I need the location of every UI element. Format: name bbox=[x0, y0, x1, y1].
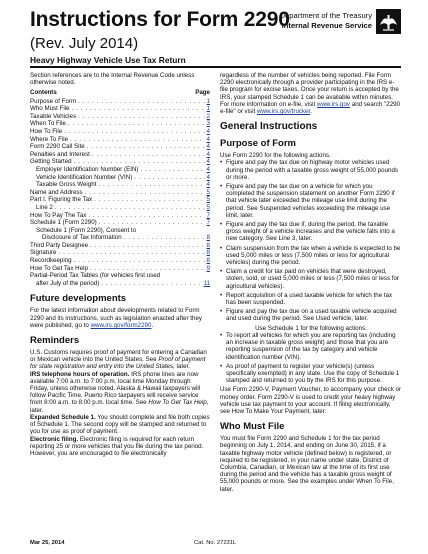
leader-dots bbox=[134, 174, 204, 181]
toc-entry-label: Partial-Period Tax Tables (for vehicles first used bbox=[30, 272, 161, 280]
bullet-text: Figure and pay the tax due on highway motor vehicles used during the period with a taxable gross weight of 55,000 pounds or more. bbox=[226, 159, 398, 181]
bullet-item bbox=[220, 245, 402, 267]
toc-entry-consent[interactable] bbox=[30, 227, 210, 242]
leader-dots bbox=[64, 128, 204, 135]
efile-continued-text: regardless of the number of vehicles being reported. File Form 2290 electronically through a provider participating in the IRS e-file program for excise taxes. Once your return is accepted by the IRS, your stamped Schedule 1 can be available within minutes. For more information on e-file, visit www.irs.gov and search "2290 e-file" or visit www.irs.gov/trucker. bbox=[220, 72, 401, 116]
toc-entry[interactable] bbox=[30, 204, 210, 212]
footer-date: Mar 25, 2014 bbox=[30, 540, 65, 546]
bullet-text: Claim suspension from the tax when a vehicle is expected to be used 5,000 miles or less (7,500 miles or less for agricultural vehicles) during the period. bbox=[226, 244, 401, 267]
toc-page-link[interactable]: 5 bbox=[206, 188, 210, 196]
toc-entry-label: How To File bbox=[30, 127, 63, 135]
leader-dots bbox=[98, 181, 204, 188]
toc-page-link[interactable]: 3 bbox=[206, 120, 210, 128]
bullet-text: Report acquisition of a used taxable vehicle for which the tax has been suspended. bbox=[226, 291, 393, 307]
toc-entry-label: Who Must File bbox=[30, 105, 70, 113]
toc-page-link[interactable]: 7 bbox=[206, 219, 210, 227]
toc-entry-label: Getting Started bbox=[30, 158, 72, 166]
toc-page-link[interactable]: 9 bbox=[206, 264, 210, 272]
agency-block bbox=[280, 11, 372, 30]
who-must-file-heading: Who Must File bbox=[220, 421, 285, 433]
toc-page-link[interactable]: 4 bbox=[206, 150, 210, 158]
toc-entry[interactable] bbox=[30, 265, 210, 273]
toc-entry[interactable] bbox=[30, 249, 210, 257]
toc-entry[interactable] bbox=[30, 158, 210, 166]
bullet-text: Figure and pay the tax due if, during the period, the taxable gross weight of a vehicle increases and the vehicle falls into a new category. See Line 3, later. bbox=[226, 221, 395, 243]
toc-entry[interactable] bbox=[30, 105, 210, 113]
form-subtitle: Heavy Highway Vehicle Use Tax Return bbox=[30, 55, 186, 65]
who-must-file-text: You must file Form 2290 and Schedule 1 for the tax period beginning on July 1, 2014, and ending on June 30, 2015, if a taxable highway motor vehicle (defined below) is registered, or required to be registered, in your name under state, District of Columbia, Canadian, or Mexican law at the time of its first use during the period and the vehicle has a taxable gross weight of 55,000 pounds or more. See the examples under When To File, later. bbox=[220, 435, 394, 493]
leader-dots bbox=[99, 219, 205, 226]
bullet-icon: • bbox=[220, 244, 223, 252]
reminders-heading: Reminders bbox=[30, 335, 80, 347]
leader-dots bbox=[140, 166, 204, 173]
form2290-link[interactable]: www.irs.gov/form2290 bbox=[90, 321, 152, 329]
header-divider bbox=[30, 66, 401, 68]
reminder-phone-hours: IRS telephone hours of operation. IRS phone lines are now available 7:00 a.m. to 7:00 p.m. local time Monday through Friday, unless otherwise noted. Alaska & Hawaii taxpayers will follow Pacific Time. Puerto Rico taxpayers will receive service from 8:00 a.m. to 8:00 p.m. local time. See How To Get Tax Help, later. bbox=[30, 370, 209, 414]
toc-entry-label: Employer Identification Number (EIN) bbox=[36, 165, 139, 173]
bullet-text: Claim a credit for tax paid on vehicles that were destroyed, stolen, sold, or used 5,000 miles or less (7,500 miles or less for agricultural vehicles). bbox=[226, 268, 399, 290]
toc-page-link[interactable]: 11 bbox=[203, 279, 210, 287]
bullet-text: As proof of payment to register your vehicle(s) (unless specifically exempted) in any state. Use the copy of Schedule 1 stamped and returned to you by the IRS for this purpose. bbox=[226, 362, 400, 385]
bullet-text: Figure and pay the tax due on a vehicle for which you completed the suspension statement on another Form 2290 if that vehicle later exceeded the mileage use limit during the period. See Suspended vehicles exceeding the mileage use limit, later. bbox=[226, 183, 395, 219]
intro-text: Section references are to the Internal Revenue Code unless otherwise noted. bbox=[30, 72, 195, 87]
toc-entry-label: Taxable Gross Weight bbox=[36, 181, 97, 189]
toc-entry[interactable] bbox=[30, 151, 210, 159]
toc-header bbox=[30, 89, 210, 96]
toc-page-link[interactable]: 8 bbox=[206, 249, 210, 257]
toc-entry-label: Schedule 1 (Form 2290), Consent to bbox=[36, 226, 137, 234]
toc-entry[interactable] bbox=[30, 212, 210, 220]
leader-dots bbox=[90, 265, 205, 272]
table-of-contents bbox=[30, 98, 210, 227]
voucher-text: Use Form 2290-V, Payment Voucher, to accompany your check or money order. Form 2290-V is used to credit your heavy highway vehicle use tax payment to your account. If filing electronically, see How To Make Your Payment, later. bbox=[220, 386, 402, 415]
bullet-icon: • bbox=[220, 183, 223, 191]
left-column bbox=[30, 72, 210, 457]
leader-dots bbox=[87, 143, 205, 150]
department-name: Department of the Treasury bbox=[279, 11, 372, 20]
purpose-intro: Use Form 2290 for the following actions. bbox=[220, 152, 331, 160]
toc-entry[interactable] bbox=[30, 166, 210, 174]
toc-page-heading: Page bbox=[195, 89, 210, 97]
toc-entry-label: Penalties and Interest bbox=[30, 150, 90, 158]
toc-page-link[interactable]: 4 bbox=[206, 173, 210, 181]
toc-page-link[interactable]: 4 bbox=[206, 127, 210, 135]
toc-entry-label: after July of the period) bbox=[36, 279, 100, 287]
toc-page-link[interactable]: 2 bbox=[206, 112, 210, 120]
toc-entry[interactable] bbox=[30, 98, 210, 106]
toc-entry-label: Disclosure of Tax Information bbox=[42, 234, 122, 242]
leader-dots bbox=[59, 249, 205, 256]
toc-entry[interactable] bbox=[30, 181, 210, 189]
table-of-contents-continued bbox=[30, 242, 210, 272]
schedule-bullet-list bbox=[220, 332, 402, 384]
toc-entry-label: Vehicle Identification Number (VIN) bbox=[36, 173, 133, 181]
toc-entry-label: Third Party Designee bbox=[30, 241, 89, 249]
bullet-item bbox=[220, 363, 402, 385]
toc-entry-label: Where To File bbox=[30, 135, 69, 143]
bullet-text: To report all vehicles for which you are reporting tax (including an increase in taxable gross weight) and those that you are reporting suspension of the tax by category and vehicle identification number (VIN). bbox=[226, 331, 396, 361]
toc-entry-label: Part I. Figuring the Tax bbox=[30, 196, 93, 204]
toc-page-link[interactable]: 7 bbox=[206, 211, 210, 219]
toc-page-link[interactable]: 4 bbox=[206, 135, 210, 143]
leader-dots bbox=[101, 280, 201, 287]
toc-entry-label: Recordkeeping bbox=[30, 257, 72, 265]
leader-dots bbox=[78, 98, 204, 105]
leader-dots bbox=[78, 113, 204, 120]
bullet-text: Figure and pay the tax due on a used taxable vehicle acquired and used during the period. See Used vehicle, later. bbox=[226, 308, 397, 323]
bullet-item bbox=[220, 221, 402, 243]
toc-entry[interactable] bbox=[30, 120, 210, 128]
right-column bbox=[220, 72, 402, 493]
leader-dots bbox=[55, 204, 205, 211]
reminder-schedule1: Expanded Schedule 1. You should complete and file both copies of Schedule 1. The second copy will be stamped and returned to you for use as proof of payment. bbox=[30, 413, 210, 436]
bullet-icon: • bbox=[220, 291, 223, 299]
bullet-item bbox=[220, 332, 402, 361]
bullet-icon: • bbox=[220, 221, 223, 229]
general-instructions-heading: General Instructions bbox=[220, 121, 318, 133]
leader-dots bbox=[94, 196, 204, 203]
page-title: Instructions for Form 2290 bbox=[30, 8, 290, 31]
bullet-icon: • bbox=[220, 308, 223, 316]
toc-entry-label: Line 2 bbox=[36, 203, 53, 211]
irs-eagle-logo-icon bbox=[376, 9, 401, 34]
bullet-item bbox=[220, 268, 402, 290]
bullet-icon: • bbox=[220, 331, 223, 339]
toc-page-link[interactable]: 4 bbox=[206, 165, 210, 173]
toc-page-link[interactable]: 8 bbox=[206, 241, 210, 249]
leader-dots bbox=[92, 151, 205, 158]
leader-dots bbox=[88, 212, 204, 219]
toc-page-link[interactable]: 5 bbox=[206, 203, 210, 211]
schedule-intro: Use Schedule 1 for the following actions. bbox=[255, 324, 367, 332]
toc-entry-label: Name and Address bbox=[30, 188, 83, 196]
bullet-item bbox=[220, 292, 402, 306]
bullet-item bbox=[220, 308, 402, 322]
future-developments-heading: Future developments bbox=[30, 293, 127, 305]
reminder-customs: U.S. Customs requires proof of payment for entering a Canadian or Mexican vehicle into the United States. See Proof of payment for state registration and entry into the United States, later. bbox=[30, 349, 207, 371]
toc-page-link[interactable]: 8 bbox=[206, 257, 210, 265]
toc-page-link[interactable]: 4 bbox=[206, 181, 210, 189]
leader-dots bbox=[124, 234, 205, 241]
toc-entry-label: Signature bbox=[30, 249, 57, 257]
bullet-icon: • bbox=[220, 362, 223, 370]
leader-dots bbox=[70, 136, 204, 143]
toc-entry[interactable] bbox=[30, 128, 210, 136]
future-developments-text: For the latest information about developments related to Form 2290 and its instructions, such as legislation enacted after they were published, go to www.irs.gov/form2290. bbox=[30, 307, 202, 329]
toc-entry[interactable] bbox=[30, 219, 210, 227]
toc-entry[interactable] bbox=[30, 143, 210, 151]
irs-gov-link[interactable]: www.irs.gov bbox=[317, 100, 351, 108]
toc-entry[interactable] bbox=[30, 257, 210, 265]
toc-entry-label: When To File bbox=[30, 120, 66, 128]
toc-entry-label: Purpose of Form bbox=[30, 97, 77, 105]
bullet-icon: • bbox=[220, 268, 223, 276]
toc-entry[interactable] bbox=[30, 242, 210, 250]
toc-page-link[interactable]: 4 bbox=[206, 158, 210, 166]
toc-entry[interactable] bbox=[30, 189, 210, 197]
leader-dots bbox=[68, 120, 205, 127]
leader-dots bbox=[90, 242, 204, 249]
toc-page-link[interactable]: 5 bbox=[206, 196, 210, 204]
toc-entry-label: How To Get Tax Help bbox=[30, 264, 88, 272]
toc-entry-tax-tables[interactable] bbox=[30, 272, 210, 287]
toc-entry[interactable] bbox=[30, 174, 210, 182]
leader-dots bbox=[74, 158, 205, 165]
toc-page-link[interactable]: 4 bbox=[206, 143, 210, 151]
purpose-heading: Purpose of Form bbox=[220, 138, 297, 150]
bullet-item bbox=[220, 183, 402, 219]
purpose-bullet-list bbox=[220, 159, 402, 322]
toc-title: Contents bbox=[30, 89, 57, 97]
trucker-link[interactable]: www.irs.gov/trucker bbox=[256, 108, 311, 116]
toc-page-link[interactable]: 1 bbox=[206, 105, 210, 113]
toc-entry-label: How To Pay The Tax bbox=[30, 211, 87, 219]
reminder-efile: Electronic filing. Electronic filing is required for each return reporting 25 or more vehicles that you file during the tax period. However, you are encouraged to file electronically bbox=[30, 435, 204, 457]
toc-entry-label: Taxable Vehicles bbox=[30, 112, 77, 120]
toc-entry-label: Schedule 1 (Form 2290) bbox=[30, 219, 97, 227]
bullet-item bbox=[220, 159, 402, 181]
toc-page-link[interactable]: 8 bbox=[206, 234, 210, 242]
agency-name: Internal Revenue Service bbox=[281, 20, 372, 30]
leader-dots bbox=[74, 257, 205, 264]
footer-catalog-number: Cat. No. 27231L bbox=[194, 540, 237, 546]
toc-entry-label: Form 2290 Call Site bbox=[30, 143, 85, 151]
leader-dots bbox=[72, 105, 205, 112]
revision-date: (Rev. July 2014) bbox=[30, 35, 139, 52]
leader-dots bbox=[85, 189, 205, 196]
bullet-icon: • bbox=[220, 159, 223, 167]
toc-entry[interactable] bbox=[30, 196, 210, 204]
toc-entry[interactable] bbox=[30, 136, 210, 144]
toc-entry[interactable] bbox=[30, 113, 210, 121]
toc-page-link[interactable]: 1 bbox=[206, 97, 210, 105]
